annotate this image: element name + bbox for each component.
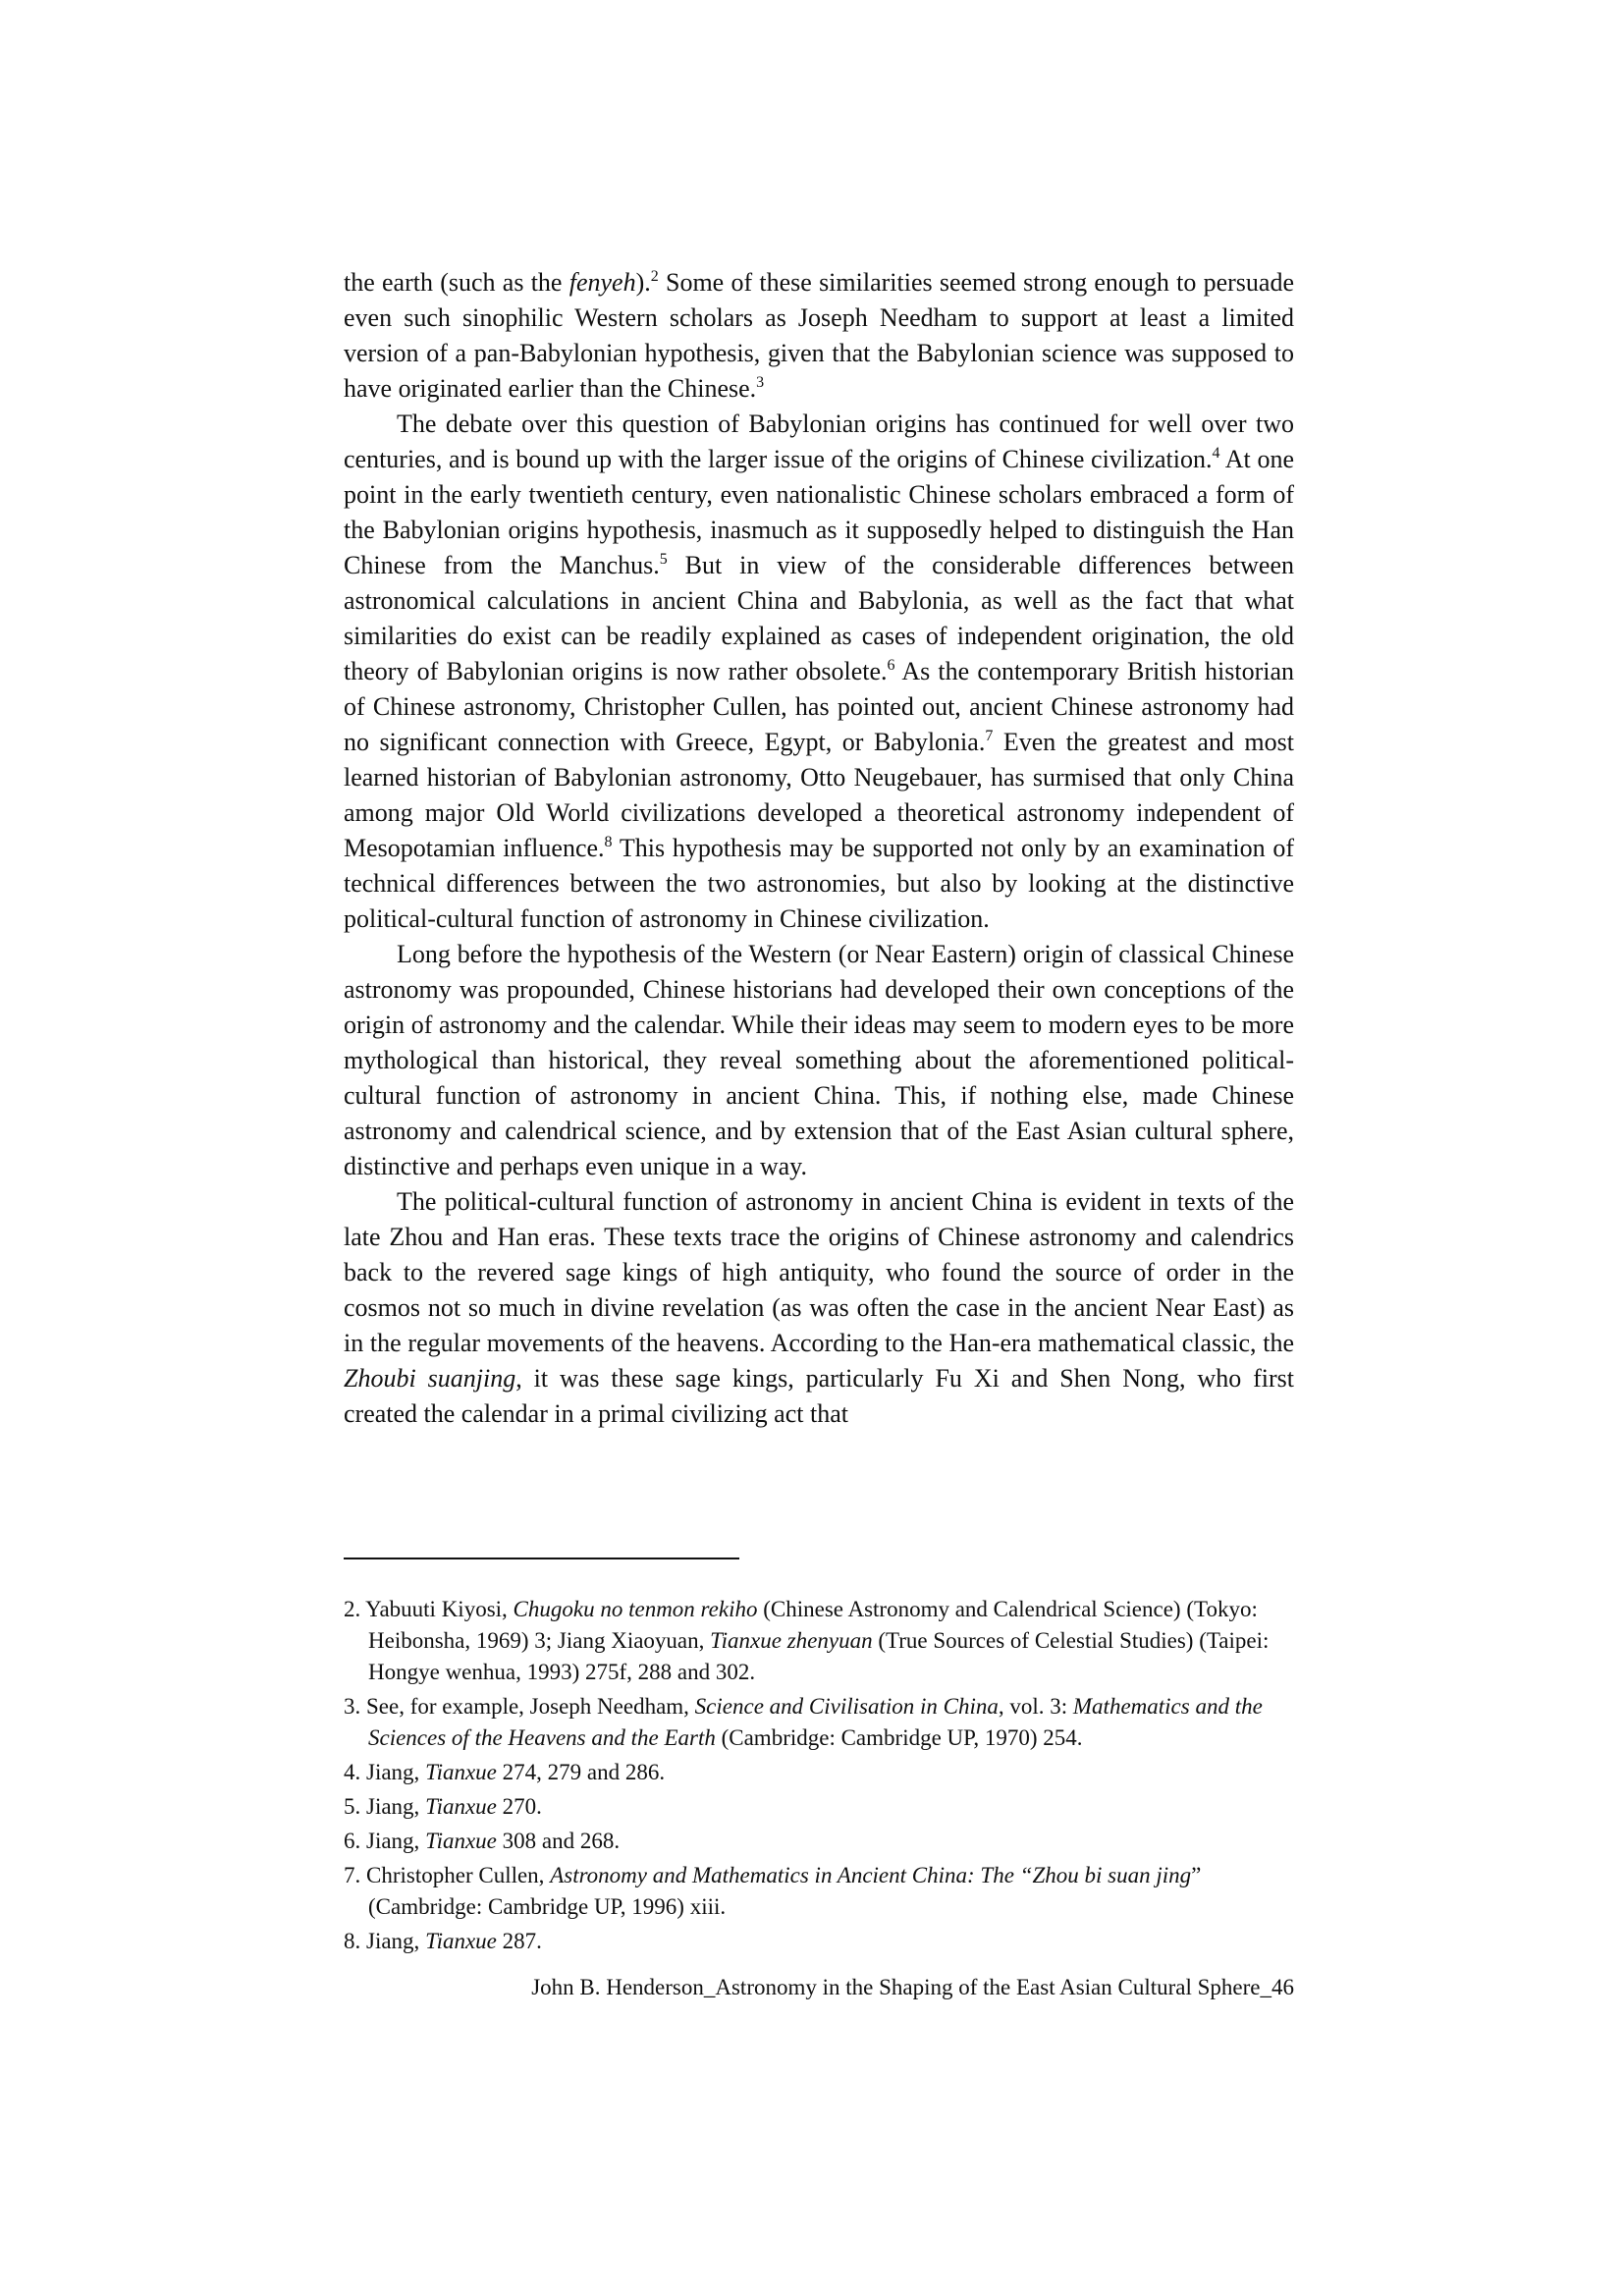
- footnote-3: 3. See, for example, Joseph Needham, Science and Civilisation in China, vol. 3: Mathematics and the Sciences of the Heavens and the Earth (Cambridge: Cambridge UP, 1970) 254.: [344, 1694, 1263, 1750]
- footnote-ref-8[interactable]: 8: [604, 834, 613, 850]
- footnote-2: 2. Yabuuti Kiyosi, Chugoku no tenmon rekiho (Chinese Astronomy and Calendrical Science) (Tokyo: Heibonsha, 1969) 3; Jiang Xiaoyuan, Tianxue zhenyuan (True Sources of Celestial Studies) (Taipei: Hongye wenhua, 1993) 275f, 288 and 302.: [344, 1597, 1270, 1684]
- footnotes: [344, 1594, 1294, 1960]
- footnote-ref-2[interactable]: 2: [650, 268, 659, 285]
- paragraph-3: Long before the hypothesis of the Western (or Near Eastern) origin of classical Chinese astronomy was propounded, Chinese historians had developed their own conceptions of the origin of astronomy and the calendar. While their ideas may seem to modern eyes to be more mythological than historical, they reveal something about the aforementioned political-cultural function of astronomy in ancient China. This, if nothing else, made Chinese astronomy and calendrical science, and by extension that of the East Asian cultural sphere, distinctive and perhaps even unique in a way.: [344, 940, 1294, 1180]
- body-text: [344, 265, 1294, 1432]
- footnote-ref-3[interactable]: 3: [756, 374, 765, 391]
- footnote-divider: [344, 1558, 739, 1559]
- footnote-ref-5[interactable]: 5: [659, 551, 668, 568]
- footnote-ref-4[interactable]: 4: [1212, 445, 1220, 462]
- page-footer: John B. Henderson_Astronomy in the Shaping of the East Asian Cultural Sphere_46: [531, 1975, 1294, 1999]
- footnote-7: 7. Christopher Cullen, Astronomy and Mathematics in Ancient China: The “Zhou bi suan jing” (Cambridge: Cambridge UP, 1996) xiii.: [344, 1863, 1202, 1919]
- paragraph-2: The debate over this question of Babylonian origins has continued for well over two centuries, and is bound up with the larger issue of the origins of Chinese civilization.$^4$ At one point in the early twentieth century, even nationalistic Chinese scholars embraced a form of the Babylonian origins hypothesis, inasmuch as it supposedly helped to distinguish the Han Chinese from the Manchus.$^5$ But in view of the considerable differences between astronomical calculations in ancient China and Babylonia, as well as the fact that what similarities do exist can be readily explained as cases of independent origination, the old theory of Babylonian origins is now rather obsolete.$^6$ As the contemporary British historian of Chinese astronomy, Christopher Cullen, has pointed out, ancient Chinese astronomy had no significant connection with Greece, Egypt, or Babylonia.$^7$ Even the greatest and most learned historian of Babylonian astronomy, Otto Neugebauer, has surmised that only China among major Old World civilizations developed a theoretical astronomy independent of Mesopotamian influence.$^8$ This hypothesis may be supported not only by an examination of technical differences between the two astronomies, but also by looking at the distinctive political-cultural function of astronomy in Chinese civilization.: [344, 410, 1295, 933]
- footnote-ref-7[interactable]: 7: [985, 728, 994, 744]
- footnote-6: 6. Jiang, Tianxue 308 and 268.: [344, 1829, 621, 1853]
- footnote-8: 8. Jiang, Tianxue 287.: [344, 1929, 542, 1953]
- paragraph-1: the earth (such as the fenyeh).$^2$ Some of these similarities seemed strong enough to persuade even such sinophilic Western scholars as Joseph Needham to support at least a limited version of a pan-Babylonian hypothesis, given that the Babylonian science was supposed to have originated earlier than the Chinese.$^3$: [344, 268, 1294, 403]
- footnote-ref-6[interactable]: 6: [887, 657, 895, 674]
- footnote-4: 4. Jiang, Tianxue 274, 279 and 286.: [344, 1760, 666, 1784]
- paragraph-4: The political-cultural function of astronomy in ancient China is evident in texts of the late Zhou and Han eras. These texts trace the origins of Chinese astronomy and calendrics back to the revered sage kings of high antiquity, who found the source of order in the cosmos not so much in divine revelation (as was often the case in the ancient Near East) as in the regular movements of the heavens. According to the Han-era mathematical classic, the Zhoubi suanjing, it was these sage kings, particularly Fu Xi and Shen Nong, who first created the calendar in a primal civilizing act that: [344, 1187, 1295, 1428]
- footnote-5: 5. Jiang, Tianxue 270.: [344, 1794, 542, 1819]
